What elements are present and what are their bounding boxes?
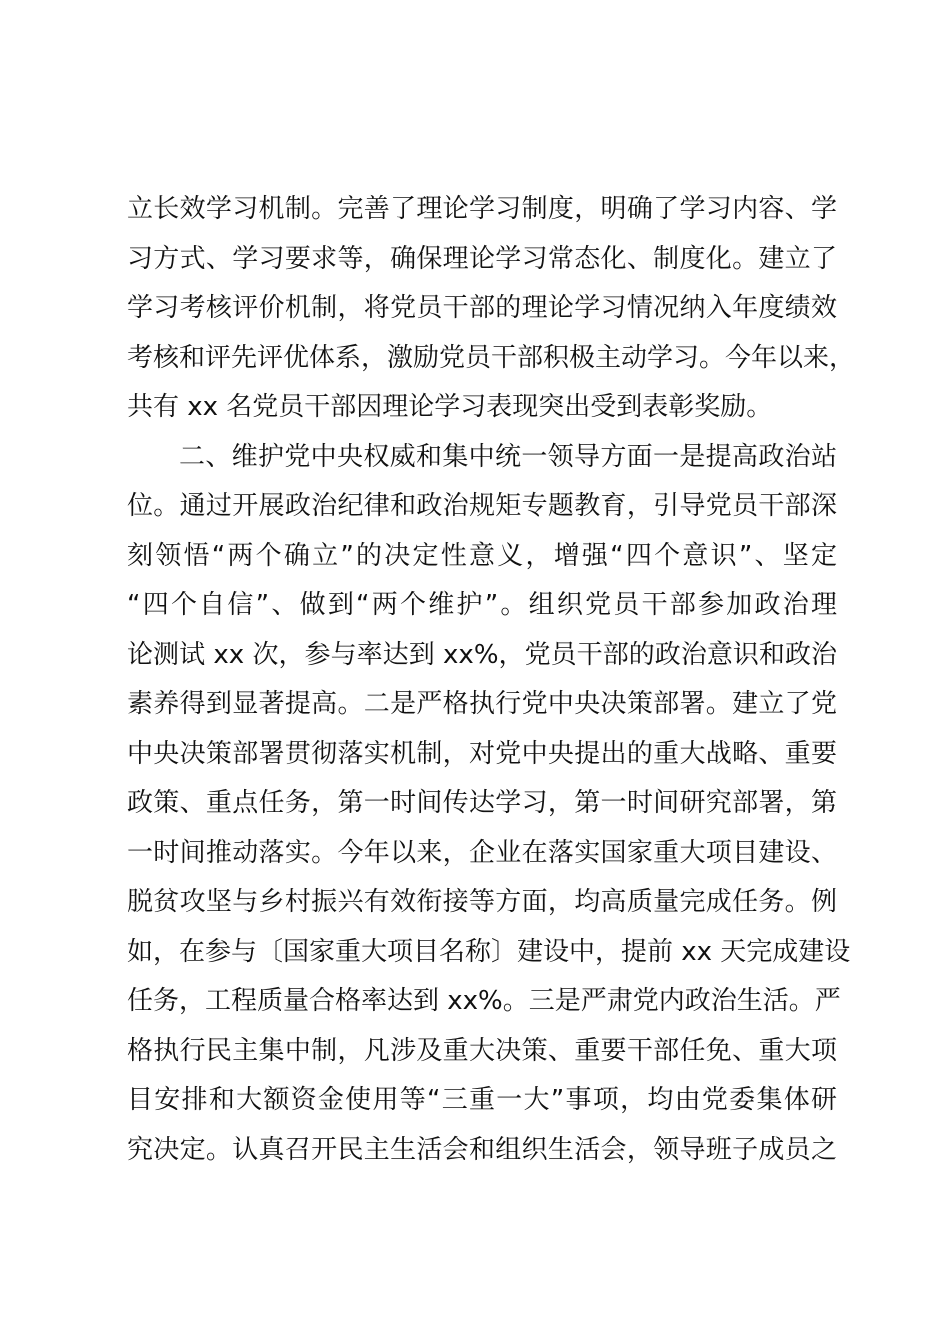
text-line: 格执行民主集中制，凡涉及重大决策、重要干部任免、重大项 [127, 1035, 837, 1066]
text-line: 究决定。认真召开民主生活会和组织生活会，领导班子成员之 [127, 1134, 837, 1165]
text-line: 位。通过开展政治纪律和政治规矩专题教育，引导党员干部深 [127, 491, 837, 521]
text-line: 刻领悟“两个确立”的决定性意义，增强“四个意识”、坚定 [127, 540, 837, 571]
text-line: 共有 xx 名党员干部因理论学习表现突出受到表彰奖励。 [127, 392, 773, 422]
text-line: 论测试 xx 次，参与率达到 xx%，党员干部的政治意识和政治 [127, 639, 837, 670]
text-line: 如，在参与〔国家重大项目名称〕建设中，提前 xx 天完成建设 [127, 936, 851, 967]
paragraph-first-line: 二、维护党中央权威和集中统一领导方面一是提高政治站 [179, 441, 837, 472]
text-line: 任务，工程质量合格率达到 xx%。三是严肃党内政治生活。严 [127, 986, 841, 1016]
text-line: 习方式、学习要求等，确保理论学习常态化、制度化。建立了 [127, 243, 837, 274]
body-text [127, 185, 856, 1175]
text-line: 立长效学习机制。完善了理论学习制度，明确了学习内容、学 [127, 194, 837, 224]
text-line: 脱贫攻坚与乡村振兴有效衔接等方面，均高质量完成任务。例 [127, 887, 837, 917]
text-line: 考核和评先评优体系，激励党员干部积极主动学习。今年以来， [127, 342, 856, 373]
text-line: 一时间推动落实。今年以来，企业在落实国家重大项目建设、 [127, 837, 837, 868]
text-line: 政策、重点任务，第一时间传达学习，第一时间研究部署，第 [127, 788, 837, 818]
text-line: 目安排和大额资金使用等“三重一大”事项，均由党委集体研 [127, 1085, 837, 1115]
text-line: 中央决策部署贯彻落实机制，对党中央提出的重大战略、重要 [127, 738, 837, 769]
text-line: “四个自信”、做到“两个维护”。组织党员干部参加政治理 [127, 590, 837, 620]
text-line: 素养得到显著提高。二是严格执行党中央决策部署。建立了党 [127, 689, 837, 719]
text-line: 学习考核评价机制，将党员干部的理论学习情况纳入年度绩效 [127, 293, 837, 323]
